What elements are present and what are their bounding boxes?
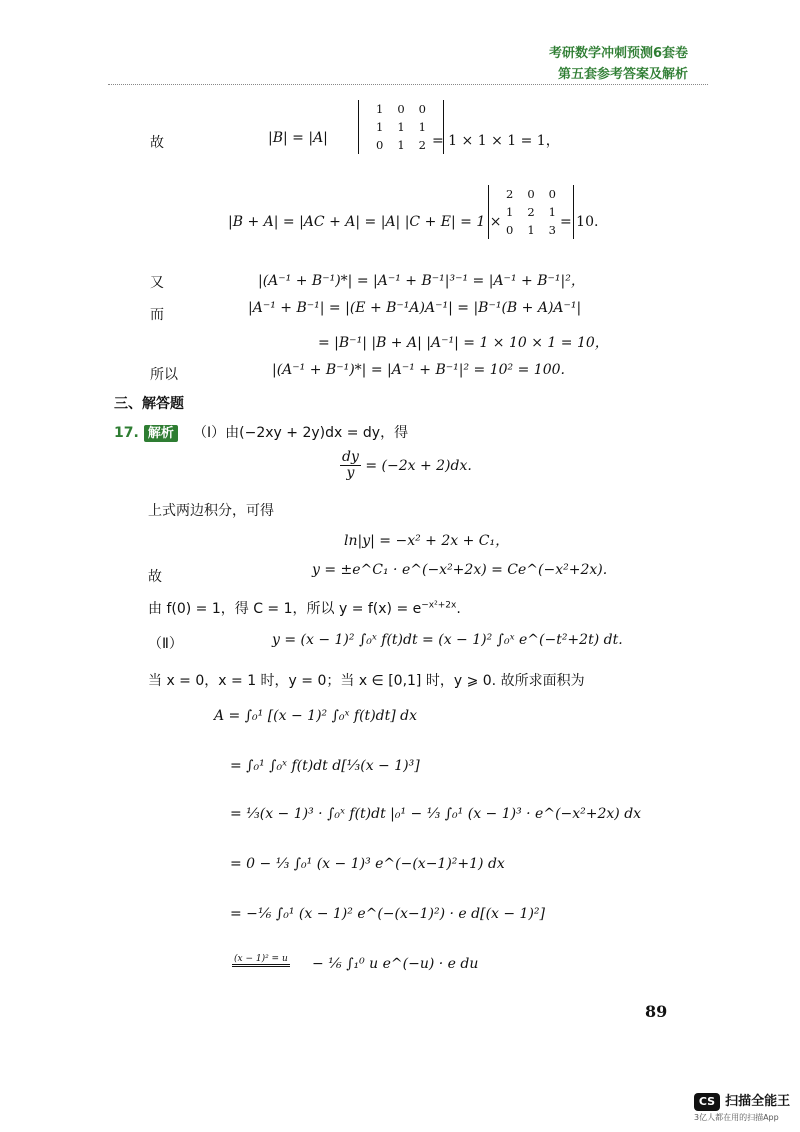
- detBA-matrix: [488, 185, 574, 239]
- area-eq-4: = 0 − ⅓ ∫₀¹ (x − 1)³ e^(−(x−1)²+1) dx: [230, 856, 505, 872]
- ln-equation: ln|y| = −x² + 2x + C₁，: [344, 533, 510, 549]
- substitution-text: (x − 1)² = u: [232, 954, 290, 967]
- label-gu-2: 故: [148, 569, 162, 585]
- area-eq-1: A = ∫₀¹ [(x − 1)² ∫₀ˣ f(t)dt] dx: [214, 708, 418, 724]
- er-equation-2: = |B⁻¹| |B + A| |A⁻¹| = 1 × 10 × 1 = 10，: [318, 335, 609, 351]
- matrix-cell: 0: [548, 187, 556, 201]
- label-suoyi: 所以: [150, 367, 178, 383]
- question-number: 17.: [114, 425, 139, 441]
- matrix-cell: 0: [376, 138, 384, 152]
- part1-text: （Ⅰ）由(−2xy + 2y)dx = dy，得: [193, 425, 409, 441]
- header-subtitle: 第五套参考答案及解析: [557, 67, 688, 82]
- matrix-cell: 3: [548, 223, 556, 237]
- detB-rhs: = 1 × 1 × 1 = 1，: [432, 133, 560, 149]
- detBA-lhs: |B + A| = |AC + A| = |A| |C + E| = 1 ×: [228, 214, 502, 230]
- label-gu: 故: [150, 135, 164, 151]
- header-title: 考研数学冲刺预测6套卷: [548, 46, 688, 61]
- matrix-cell: 1: [376, 120, 384, 134]
- header-divider: [108, 84, 708, 85]
- part2-equation: y = (x − 1)² ∫₀ˣ f(t)dt = (x − 1)² ∫₀ˣ e^(−t²+2t) dt.: [272, 632, 623, 648]
- frac-numerator: dy: [342, 449, 359, 465]
- label-er: 而: [150, 307, 164, 323]
- detBA-rhs: = 10.: [560, 214, 599, 230]
- area-eq-6: − ⅙ ∫₁⁰ u e^(−u) · e du: [312, 956, 479, 972]
- area-eq-5: = −⅙ ∫₀¹ (x − 1)² e^(−(x−1)²) · e d[(x − 1)²]: [230, 906, 545, 922]
- page-number: 89: [645, 1002, 668, 1021]
- matrix-cell: 0: [527, 187, 535, 201]
- suoyi-equation: |(A⁻¹ + B⁻¹)*| = |A⁻¹ + B⁻¹|² = 10² = 100.: [272, 362, 565, 378]
- matrix-cell: 1: [397, 138, 405, 152]
- camscanner-watermark: [694, 1090, 790, 1111]
- matrix-cell: 0: [418, 102, 426, 116]
- from-f0-end: .: [456, 601, 461, 617]
- matrix-cell: 1: [527, 223, 535, 237]
- detB-lhs: |B| = |A|: [268, 130, 328, 146]
- frac-denominator: y: [346, 465, 355, 482]
- matrix-cell: 2: [527, 205, 535, 219]
- er-equation-1: |A⁻¹ + B⁻¹| = |(E + B⁻¹A)A⁻¹| = |B⁻¹(B + A)A⁻¹|: [248, 300, 582, 316]
- substitution-label: [232, 946, 290, 967]
- camscanner-tagline: 3亿人都在用的扫描App: [694, 1113, 779, 1122]
- part2-label: （Ⅱ）: [148, 636, 183, 652]
- analysis-tag: 解析: [144, 425, 178, 442]
- matrix-cell: 2: [418, 138, 426, 152]
- dy-equation: [340, 450, 472, 482]
- camscanner-logo-icon: CS: [694, 1093, 720, 1111]
- matrix-cell: 1: [397, 120, 405, 134]
- integrate-text: 上式两边积分，可得: [148, 503, 274, 519]
- matrix-cell: 1: [418, 120, 426, 134]
- matrix-cell: 0: [506, 223, 514, 237]
- area-eq-2: = ∫₀¹ ∫₀ˣ f(t)dt d[⅓(x − 1)³]: [230, 758, 420, 774]
- from-f0-text: 由 f(0) = 1，得 C = 1，所以 y = f(x) = e: [148, 601, 422, 617]
- when-line: 当 x = 0，x = 1 时，y = 0；当 x ∈ [0,1] 时，y ⩾ 0. 故所求面积为: [148, 673, 585, 689]
- you-equation: |(A⁻¹ + B⁻¹)*| = |A⁻¹ + B⁻¹|³⁻¹ = |A⁻¹ + B⁻¹|²，: [258, 273, 585, 289]
- matrix-cell: 2: [506, 187, 514, 201]
- matrix-cell: 1: [376, 102, 384, 116]
- section-heading: 三、解答题: [114, 396, 184, 412]
- from-f0-line: [148, 598, 461, 618]
- dy-rhs: = (−2x + 2)dx.: [365, 457, 472, 474]
- matrix-cell: 1: [506, 205, 514, 219]
- area-eq-3: = ⅓(x − 1)³ · ∫₀ˣ f(t)dt |₀¹ − ⅓ ∫₀¹ (x − 1)³ · e^(−x²+2x) dx: [230, 806, 642, 822]
- y-equation: y = ±e^C₁ · e^(−x²+2x) = Ce^(−x²+2x).: [312, 562, 608, 578]
- camscanner-name: 扫描全能王: [725, 1094, 791, 1109]
- question-17: [114, 422, 408, 442]
- matrix-cell: 1: [548, 205, 556, 219]
- label-you: 又: [150, 275, 164, 291]
- matrix-cell: 0: [397, 102, 405, 116]
- from-f0-exponent: −x²+2x: [421, 600, 457, 611]
